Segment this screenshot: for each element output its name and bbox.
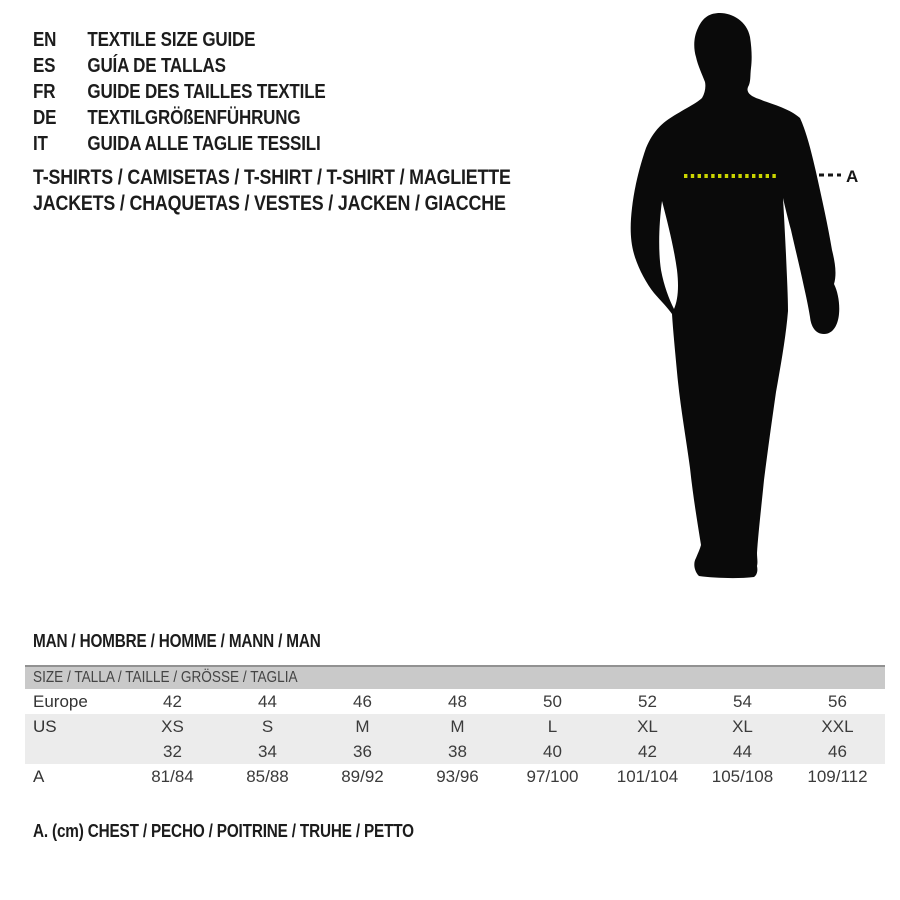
section-title-man xyxy=(33,631,371,652)
table-row-numeric xyxy=(25,739,885,764)
size-cell: 93/96 xyxy=(436,766,479,786)
size-table-header xyxy=(25,665,885,689)
size-cell: 48 xyxy=(448,691,467,711)
size-cell: 56 xyxy=(828,691,847,711)
measurement-footnote xyxy=(33,821,481,842)
size-cell: 46 xyxy=(828,741,847,761)
language-guide-title: GUIDA ALLE TAGLIE TESSILI xyxy=(87,133,321,155)
language-guide-title: GUÍA DE TALLAS xyxy=(87,55,226,77)
size-cell: XXL xyxy=(821,716,854,736)
size-cell: 40 xyxy=(543,741,562,761)
size-cell: M xyxy=(355,716,370,736)
measurement-footnote-text: A. (cm) CHEST / PECHO / POITRINE / TRUHE / PETTO xyxy=(33,821,414,841)
size-cell: XL xyxy=(637,716,658,736)
size-cell: 36 xyxy=(353,741,372,761)
measurement-label-a: A xyxy=(846,167,859,186)
size-cell: 85/88 xyxy=(246,766,289,786)
size-cell: 42 xyxy=(163,691,182,711)
size-cell: 46 xyxy=(353,691,372,711)
size-cell: 109/112 xyxy=(807,766,868,786)
row-label: A xyxy=(33,766,45,786)
size-table xyxy=(25,665,885,789)
size-cell: 50 xyxy=(543,691,562,711)
language-guide-title: GUIDE DES TAILLES TEXTILE xyxy=(87,81,326,103)
garment-categories xyxy=(33,165,595,217)
language-guide-title: TEXTILGRÖßENFÜHRUNG xyxy=(87,107,301,129)
section-title-text: MAN / HOMBRE / HOMME / MANN / MAN xyxy=(33,631,321,651)
size-cell: 32 xyxy=(163,741,182,761)
size-cell: 44 xyxy=(258,691,277,711)
language-code: FR xyxy=(33,81,56,103)
size-cell: 101/104 xyxy=(616,766,679,786)
size-cell: 89/92 xyxy=(341,766,384,786)
size-cell: L xyxy=(547,716,558,736)
size-cell: 52 xyxy=(638,691,657,711)
language-guide-list xyxy=(33,27,377,157)
row-label: Europe xyxy=(33,691,88,711)
man-silhouette xyxy=(631,13,840,578)
size-cell: S xyxy=(261,716,274,736)
size-cell: 34 xyxy=(258,741,277,761)
size-cell: 44 xyxy=(733,741,752,761)
category-line-jackets: JACKETS / CHAQUETAS / VESTES / JACKEN / GIACCHE xyxy=(33,192,506,215)
size-cell: 54 xyxy=(733,691,752,711)
language-code: DE xyxy=(33,107,57,129)
table-row-chest-a xyxy=(25,764,885,789)
size-cell: 81/84 xyxy=(151,766,194,786)
man-silhouette-svg xyxy=(600,0,900,600)
measurement-figure xyxy=(600,0,900,600)
table-row-europe xyxy=(25,689,885,714)
size-cell: 38 xyxy=(448,741,467,761)
language-code: ES xyxy=(33,55,56,77)
size-table-header-text: SIZE / TALLA / TAILLE / GRÖSSE / TAGLIA xyxy=(33,669,298,686)
language-code: IT xyxy=(33,133,48,155)
size-cell: XS xyxy=(161,716,184,736)
size-cell: 42 xyxy=(638,741,657,761)
table-row-us xyxy=(25,714,885,739)
size-cell: 105/108 xyxy=(711,766,774,786)
size-cell: 97/100 xyxy=(526,766,579,786)
language-code: EN xyxy=(33,29,57,51)
category-line-tshirts: T-SHIRTS / CAMISETAS / T-SHIRT / T-SHIRT / MAGLIETTE xyxy=(33,166,511,189)
language-guide-title: TEXTILE SIZE GUIDE xyxy=(87,29,256,51)
size-cell: M xyxy=(450,716,465,736)
size-cell: XL xyxy=(732,716,753,736)
row-label: US xyxy=(33,716,57,736)
